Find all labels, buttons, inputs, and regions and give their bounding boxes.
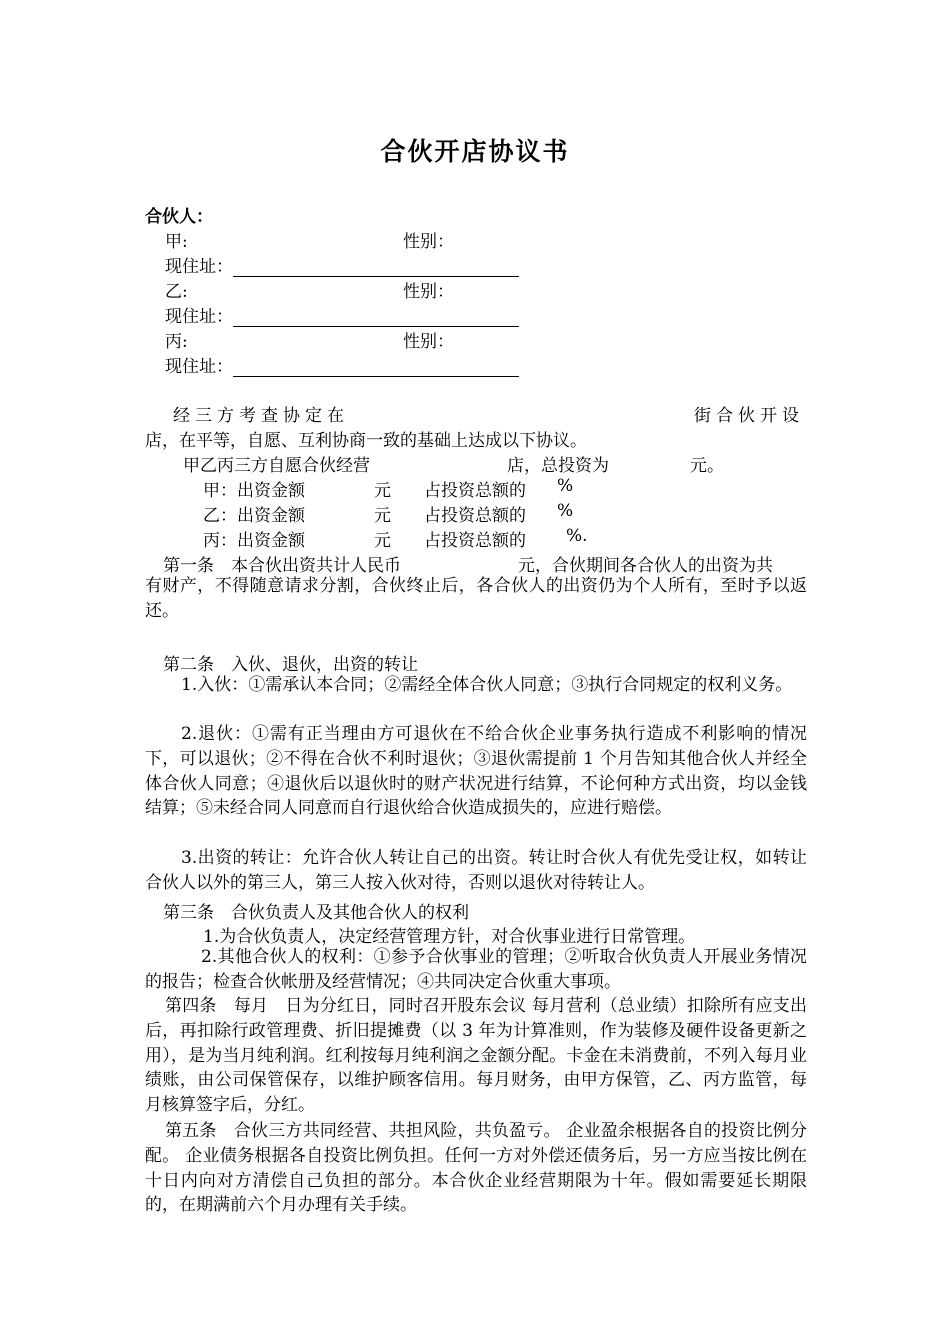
intro-line3-b: 店，总投资为: [507, 456, 609, 476]
contrib-jia-pct: %: [557, 476, 574, 496]
article1-head-a: 第一条 本合伙出资共计人民币: [163, 556, 401, 576]
partner-bing-label: 丙:: [165, 332, 188, 352]
contrib-bing-unit: 元: [374, 531, 391, 551]
article1-head-b: 元，合伙期间各合伙人的出资为共: [518, 556, 773, 576]
contrib-bing-who: 丙：出资金额: [203, 531, 305, 551]
address-blank-line: [233, 258, 519, 277]
partner-yi-address: [165, 302, 519, 327]
partner-yi-label: 乙:: [165, 282, 188, 302]
article4: 第四条 每月 日为分红日，同时召开股东会议 每月营利（总业绩）扣除所有应支出后，再扣除行政管理费、折旧提摊费（以 3 年为计算准则，作为装修及硬件设备更新之用），是为当月纯利润。红利按每月纯利润之金额分配。卡金在未消费前，不列入每月业绩账，由公司保管保存，以维护顾客信用。每月财务，由甲方保管，乙、丙方监管，每月核算签字后，分红。: [145, 996, 807, 1116]
partner-yi-gender-label: 性别：: [403, 282, 454, 302]
page-title: 合伙开店协议书: [380, 137, 570, 166]
intro-line3-c: 元。: [690, 456, 724, 476]
contrib-yi-unit: 元: [374, 506, 391, 526]
article2-p3: 3.出资的转让：允许合伙人转让自己的出资。转让时合伙人有优先受让权，如转让合伙人以外的第三人，第三人按入伙对待，否则以退伙对待转让人。: [145, 848, 807, 893]
partners-heading: 合伙人：: [145, 207, 213, 227]
contrib-yi-share: 占投资总额的: [424, 506, 526, 526]
address-label: 现住址：: [165, 307, 233, 327]
partner-jia-address: [165, 252, 519, 277]
article2-head: 第二条 入伙、退伙，出资的转让: [163, 655, 418, 675]
article2-p2: 2.退伙：①需有正当理由方可退伙在不给合伙企业事务执行造成不利影响的情况下，可以退伙；②不得在合伙不利时退伙；③退伙需提前 1 个月告知其他合伙人并经全体合伙人同意；④退伙后以退伙时的财产状况进行结算，不论何种方式出资，均以金钱结算；⑤未经合同人同意而自行退伙给合伙造成损失的，应进行赔偿。: [145, 724, 807, 819]
contrib-yi-who: 乙：出资金额: [203, 506, 305, 526]
contrib-bing-pct: %.: [566, 526, 588, 546]
address-blank-line: [233, 358, 519, 377]
intro-line3-a: 甲乙丙三方自愿合伙经营: [183, 456, 370, 476]
address-blank-line: [233, 308, 519, 327]
intro-line1-left: 经三方考查协定在: [173, 406, 349, 426]
contrib-jia-share: 占投资总额的: [424, 481, 526, 501]
article1-body: 有财产，不得随意请求分割，合伙终止后，各合伙人的出资仍为个人所有，至时予以返还。: [145, 576, 807, 621]
article3-p2: 2.其他合伙人的权利：①参予合伙事业的管理；②听取合伙负责人开展业务情况的报告；检查合伙帐册及经营情况；④共同决定合伙重大事项。: [145, 947, 807, 992]
contrib-bing-share: 占投资总额的: [424, 531, 526, 551]
address-label: 现住址：: [165, 257, 233, 277]
address-label: 现住址：: [165, 357, 233, 377]
partner-bing-address: [165, 352, 519, 377]
article3-p1: 1.为合伙负责人，决定经营管理方针，对合伙事业进行日常管理。: [203, 927, 696, 947]
contrib-yi-pct: %: [557, 501, 574, 521]
partner-jia-label: 甲:: [165, 232, 188, 252]
article5: 第五条 合伙三方共同经营、共担风险，共负盈亏。 企业盈余根据各自的投资比例分配。 企业债务根据各自投资比例负担。任何一方对外偿还债务后，另一方应当按比例在十日内向对方清偿自己负担的部分。本合伙企业经营期限为十年。假如需要延长期限的，在期满前六个月办理有关手续。: [145, 1121, 807, 1216]
contrib-jia-who: 甲：出资金额: [203, 481, 305, 501]
article2-p1: 1.入伙：①需承认本合同；②需经全体合伙人同意；③执行合同规定的权利义务。: [181, 675, 793, 695]
partner-jia-gender-label: 性别：: [403, 232, 454, 252]
intro-line1-right: 街合伙开设: [694, 406, 804, 426]
partner-bing-gender-label: 性别：: [403, 332, 454, 352]
intro-line2: 店，在平等，自愿、互利协商一致的基础上达成以下协议。: [145, 431, 587, 451]
article3-head: 第三条 合伙负责人及其他合伙人的权利: [163, 903, 469, 923]
contrib-jia-unit: 元: [374, 481, 391, 501]
